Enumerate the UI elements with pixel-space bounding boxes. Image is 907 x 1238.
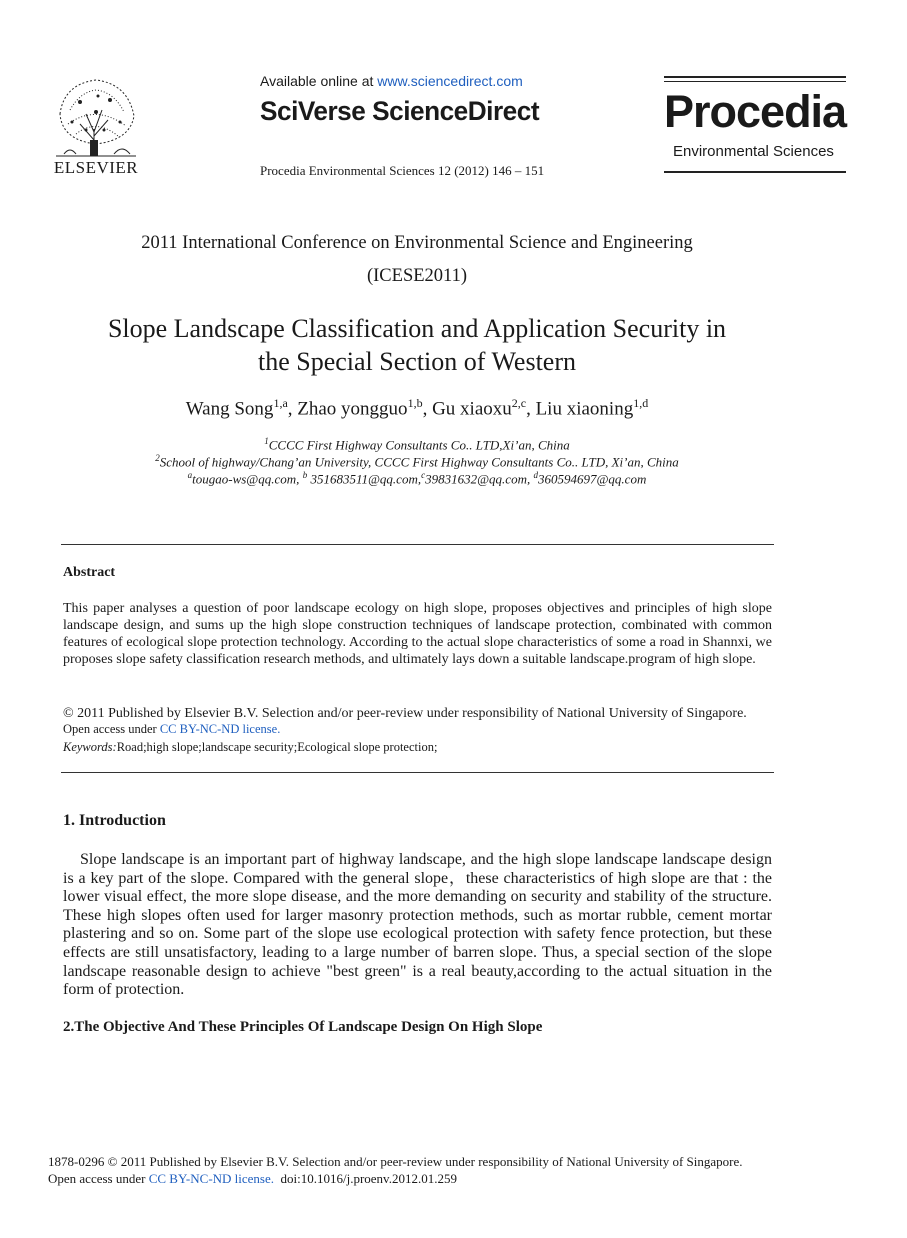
keywords (63, 740, 772, 755)
author-sep: , (287, 398, 298, 420)
section-heading: 2.The Objective And These Principles Of Landscape Design On High Slope (63, 1019, 543, 1035)
footer-license-link[interactable]: CC BY-NC-ND license. (148, 1171, 275, 1186)
affiliation-text: School of highway/Chang’an University, CCCC First Highway Consultants Co.. LTD, Xi’an, China (159, 454, 679, 470)
abstract-heading: Abstract (63, 565, 116, 580)
sciencedirect-link[interactable]: www.sciencedirect.com (377, 73, 523, 89)
section-heading: 1. Introduction (63, 812, 166, 829)
author-name: Wang Song (185, 398, 274, 420)
email-sup: b (302, 470, 308, 480)
affiliation-1 (60, 436, 774, 453)
email: 351683511@qq.com, (307, 471, 422, 487)
author-list (60, 396, 774, 420)
author-sup: 1,a (273, 396, 288, 410)
open-access-prefix: Open access under (63, 722, 160, 736)
title-line-1: Slope Landscape Classification and Application Security in (107, 314, 727, 343)
email: 39831632@qq.com, (425, 471, 534, 487)
footer-copyright: 1878-0296 © 2011 Published by Elsevier B.V. Selection and/or peer-review under responsibility of National University of Singapore. (48, 1154, 743, 1169)
conference-line-1: 2011 International Conference on Environmental Science and Engineering (141, 233, 693, 253)
abstract-text: This paper analyses a question of poor landscape ecology on high slope, proposes objectives and principles of high slope landscape design, and sums up the high slope construction techniques of landscape protection, combinated with common features of ecological slope protection technology. According to the actual slope characteristics of some a road in Shannxi, we proposes slope safety classification research methods, and ultimately lays down a suitable landscape.program of high slope. (63, 601, 772, 667)
email-sup: d (533, 470, 538, 480)
license-link[interactable]: CC BY-NC-ND license. (159, 722, 281, 736)
author-name: Liu xiaoning (535, 398, 634, 420)
author-sep: , (422, 398, 433, 420)
journal-masthead (664, 76, 846, 174)
available-online (260, 73, 523, 89)
email: tougao-ws@qq.com, (192, 471, 303, 487)
affiliation-2 (60, 453, 774, 470)
email-sup: c (421, 470, 426, 480)
author-sep: , (526, 398, 536, 420)
affiliation-text: CCCC First Highway Consultants Co.. LTD,Xi’an, China (268, 437, 570, 453)
open-access-notice (63, 722, 772, 737)
author-name: Zhao yongguo (297, 398, 408, 420)
footer-license (48, 1171, 457, 1187)
doi: doi:10.1016/j.proenv.2012.01.259 (274, 1171, 457, 1186)
divider-bottom (61, 772, 774, 773)
available-prefix: Available online at (260, 73, 378, 89)
keywords-label: Keywords: (63, 740, 117, 754)
publisher-name: ELSEVIER (53, 158, 139, 177)
author-sup: 1,b (407, 396, 423, 410)
email: 360594697@qq.com (537, 471, 647, 487)
email-sup: a (187, 470, 193, 480)
journal-reference: Procedia Environmental Sciences 12 (2012) 146 – 151 (260, 163, 545, 178)
conference-line-2: (ICESE2011) (366, 266, 468, 286)
affiliation-sup: 1 (264, 436, 269, 446)
section-paragraph: Slope landscape is an important part of highway landscape, and the high slope landscape landscape design is a key part of the slope. Compared with the general slope，these characteristics of high slope are that : the lower visual effect, the more slope disease, and the more demanding on security and stability of the structure. These high slopes often used for larger masonry protection methods, such as mortar rubble, cement mortar plastering and so on. Some part of the slope use ecological protection with safety fence protection, but these effects are still unsatisfactory, leading to a large number of barren slope. Thus, a special section of the slope landscape reasonable design to achieve "best green" is a real beauty,according to the actual situation in the form of protection. (63, 851, 773, 999)
journal-subtitle: Environmental Sciences (673, 143, 834, 160)
author-name: Gu xiaoxu (432, 398, 512, 420)
title-line-2: the Special Section of Western (257, 347, 576, 376)
paper-title (60, 312, 774, 378)
author-sup: 1,d (633, 396, 649, 410)
affiliation-sup: 2 (155, 453, 160, 463)
divider-top (61, 544, 774, 545)
journal-name: Procedia (664, 86, 847, 137)
platform-name: SciVerse ScienceDirect (260, 96, 540, 126)
author-emails (60, 470, 774, 487)
author-sup: 2,c (511, 396, 527, 410)
copyright-notice: © 2011 Published by Elsevier B.V. Selection and/or peer-review under responsibility of National University of Singapore. (63, 706, 747, 721)
keywords-text: Road;high slope;landscape security;Ecological slope protection; (116, 740, 438, 754)
open-access-prefix: Open access under (48, 1171, 149, 1186)
